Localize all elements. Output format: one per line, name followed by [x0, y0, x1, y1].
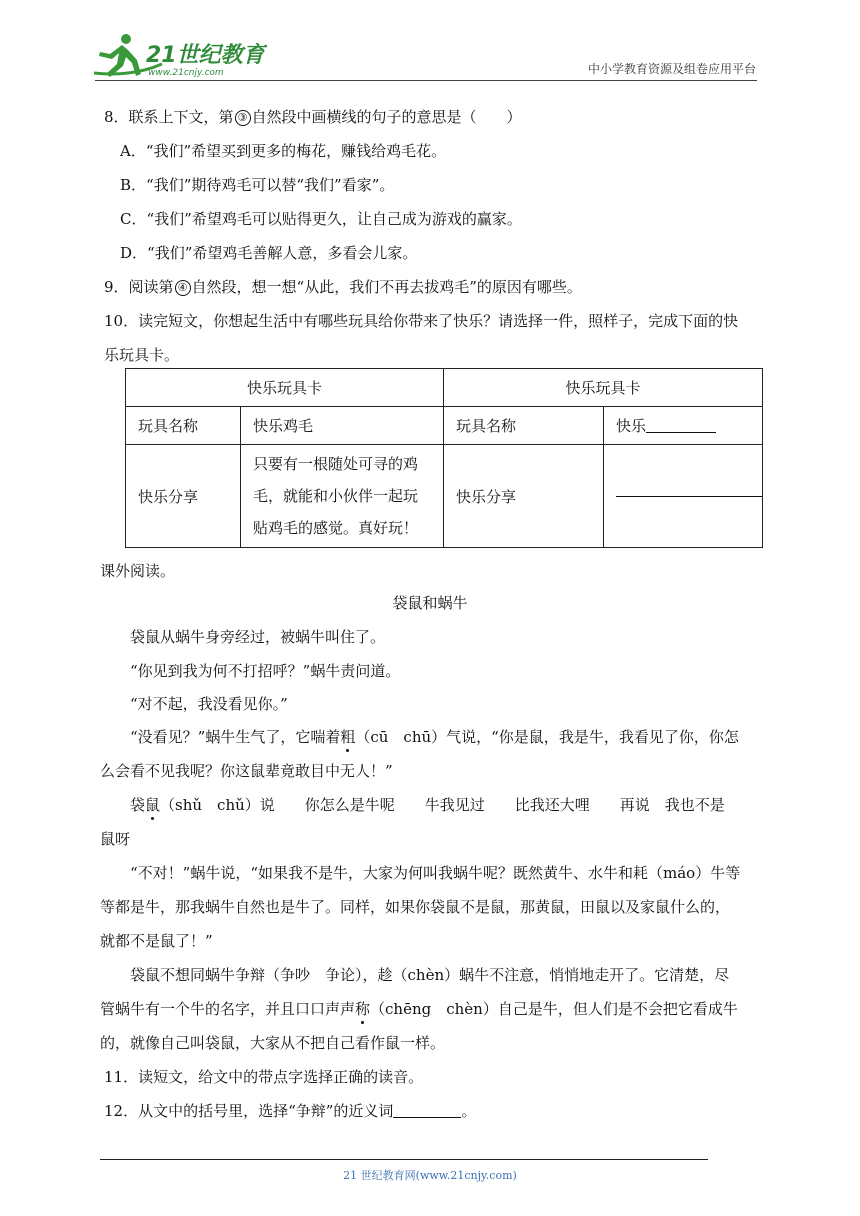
right-name-label: 玩具名称 [444, 407, 604, 445]
q12-end: 。 [461, 1102, 477, 1120]
right-share-label: 快乐分享 [444, 445, 604, 548]
logo-wordmark: 21世纪教育 [146, 43, 265, 68]
p7-text-b2: （chēng chèn）自己是牛，但人们是不会把它看成牛 [370, 1000, 738, 1018]
site-logo [92, 30, 267, 80]
logo-url: www.21cnjy.com [148, 68, 224, 78]
p7-text-b1: 管蜗牛有一个牛的名字，并且口口声声 [100, 1000, 356, 1018]
p5-text-b: （shǔ chǔ）说 你怎么是牛呢 牛我见过 比我还大哩 再说 我也不是 [160, 796, 725, 814]
right-toy-name-cell[interactable] [604, 407, 763, 445]
story-paragraph-5-line2: 鼠呀 [100, 830, 131, 848]
story-paragraph-5-line1 [130, 794, 725, 815]
header-divider [95, 80, 757, 81]
q9-prefix: 9．阅读第 [104, 278, 174, 296]
dotted-char-cheng: 称 [355, 1000, 371, 1018]
right-card-header: 快乐玩具卡 [444, 369, 763, 407]
story-paragraph-4-line2: 么会看不见我呢？你这鼠辈竟敢目中无人！” [100, 762, 393, 780]
question-9 [104, 276, 582, 297]
story-paragraph-6-line3: 就都不是鼠了！” [100, 932, 213, 950]
paragraph-number-4: ④ [175, 280, 191, 296]
footer-divider [100, 1159, 708, 1160]
story-paragraph-7-line1: 袋鼠不想同蜗牛争辩（争吵 争论），趁（chèn）蜗牛不注意，悄悄地走开了。它清楚，尽 [130, 966, 730, 984]
q9-suffix: 自然段，想一想“从此，我们不再去拔鸡毛”的原因有哪些。 [191, 278, 582, 296]
q12-answer-blank[interactable] [393, 1103, 461, 1118]
question-8 [104, 106, 522, 127]
p4-text-a: “没看见？”蜗牛生气了，它喘着 [130, 728, 341, 746]
story-paragraph-2: “你见到我为何不打招呼？”蜗牛责问道。 [130, 662, 401, 680]
question-11: 11．读短文，给文中的带点字选择正确的读音。 [104, 1068, 424, 1086]
p5-text-a: 袋 [130, 796, 146, 814]
left-card-header: 快乐玩具卡 [126, 369, 444, 407]
share-answer-cell[interactable] [604, 445, 763, 548]
q8-option-a: A．“我们”希望买到更多的梅花，赚钱给鸡毛花。 [120, 142, 447, 160]
q8-prefix: 8．联系上下文，第 [104, 108, 234, 126]
q8-option-c: C．“我们”希望鸡毛可以贴得更久，让自己成为游戏的赢家。 [120, 210, 522, 228]
dotted-char-shu: 鼠 [145, 796, 161, 814]
platform-name: 中小学教育资源及组卷应用平台 [587, 62, 756, 76]
dotted-char-cu: 粗 [340, 728, 356, 746]
toy-name-blank[interactable] [646, 418, 716, 433]
paragraph-number-3: ③ [235, 110, 251, 126]
story-paragraph-7-line2 [100, 998, 738, 1019]
story-paragraph-1: 袋鼠从蜗牛身旁经过，被蜗牛叫住了。 [130, 628, 386, 646]
extra-reading-label: 课外阅读。 [100, 562, 176, 580]
question-12 [104, 1100, 476, 1121]
story-paragraph-7-line3: 的，就像自己叫袋鼠，大家从不把自己看作鼠一样。 [100, 1034, 446, 1052]
question-10-line1: 10．读完短文，你想起生活中有哪些玩具给你带来了快乐？请选择一件，照样子，完成下面的快 [104, 312, 739, 330]
q8-option-d: D．“我们”希望鸡毛善解人意，多看会儿家。 [120, 244, 418, 262]
story-paragraph-4-line1 [130, 726, 739, 747]
p4-text-b: （cū chū）气说，“你是鼠，我是牛，我看见了你，你怎 [355, 728, 739, 746]
q12-text: 12．从文中的括号里，选择“争辩”的近义词 [104, 1102, 394, 1120]
story-paragraph-3: “对不起，我没看见你。” [130, 695, 288, 713]
story-title: 袋鼠和蜗牛 [392, 594, 468, 612]
left-toy-name: 快乐鸡毛 [241, 407, 444, 445]
footer-text: 21 世纪教育网(www.21cnjy.com) [343, 1169, 517, 1182]
left-name-label: 玩具名称 [126, 407, 241, 445]
story-paragraph-6-line2: 等都是牛，那我蜗牛自然也是牛了。同样，如果你袋鼠不是鼠，那黄鼠，田鼠以及家鼠什么的， [100, 898, 731, 916]
left-share-label: 快乐分享 [126, 445, 241, 548]
q8-suffix: 自然段中画横线的句子的意思是（ ） [251, 108, 522, 126]
share-answer-line[interactable] [616, 496, 762, 497]
toy-card-table [125, 368, 763, 548]
q8-option-b: B．“我们”期待鸡毛可以替“我们”看家”。 [120, 176, 395, 194]
left-share-text: 只要有一根随处可寻的鸡毛，就能和小伙伴一起玩贴鸡毛的感觉。真好玩！ [241, 445, 444, 548]
question-10-line2: 乐玩具卡。 [104, 346, 180, 364]
right-toy-name-prefix: 快乐 [616, 417, 647, 435]
story-paragraph-6-line1: “不对！”蜗牛说，“如果我不是牛，大家为何叫我蜗牛呢？既然黄牛、水牛和耗（máo）牛等 [130, 864, 741, 882]
